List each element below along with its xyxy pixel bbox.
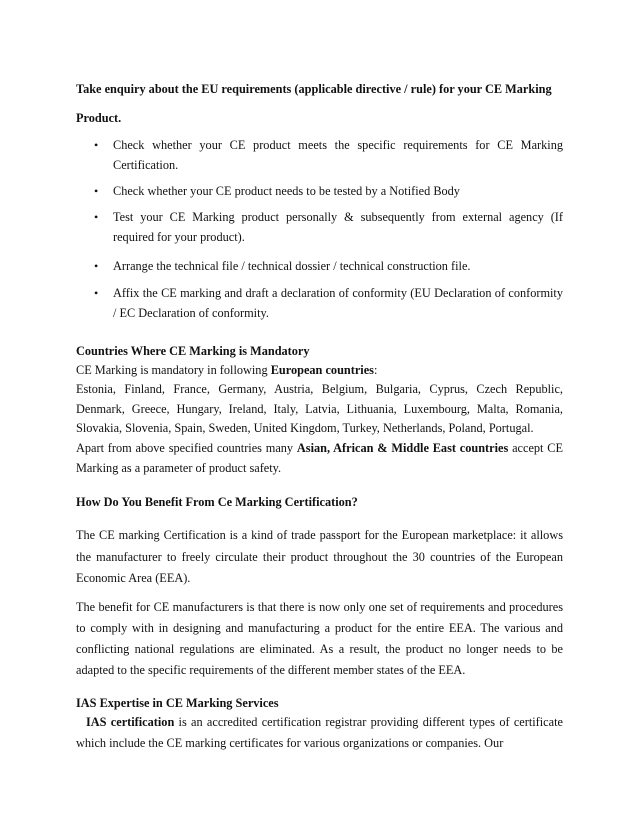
bullet-dot-icon: •: [94, 259, 99, 273]
countries-apart-text: Apart from above specified countries many: [76, 441, 297, 455]
benefit-paragraph-1: The CE marking Certification is a kind of trade passport for the European marketplace: it allows the manufacturer to freely circulate their product throughout the 30 countries of the European Economic Area (EEA).: [76, 528, 563, 585]
bullet-dot-icon: •: [94, 210, 99, 224]
countries-list: Estonia, Finland, France, Germany, Austria, Belgium, Bulgaria, Cyprus, Czech Republic, Denmark, Greece, Hungary, Ireland, Italy, Latvia, Lithuania, Luxembourg, Malta, Romania, Slovakia, Slovenia, Spain, Sweden, United Kingdom, Turkey, Netherlands, Poland, Portugal.: [76, 382, 563, 435]
countries-intro-text: CE Marking is mandatory in following: [76, 363, 271, 377]
bullet-dot-icon: •: [94, 286, 99, 300]
bullet-item: Affix the CE marking and draft a declaration of conformity (EU Declaration of conformity / EC Declaration of conformity.: [113, 286, 563, 320]
countries-intro-colon: :: [373, 363, 378, 377]
benefit-heading: How Do You Benefit From Ce Marking Certification?: [76, 495, 358, 509]
bullet-item: Check whether your CE product needs to be tested by a Notified Body: [113, 184, 460, 198]
countries-apart-bold: Asian, African & Middle East countries: [296, 441, 509, 455]
countries-heading: Countries Where CE Marking is Mandatory: [76, 344, 310, 358]
expertise-bold-lead: IAS certification: [86, 715, 175, 729]
bullet-dot-icon: •: [94, 138, 99, 152]
intro-heading-line1: Take enquiry about the EU requirements (applicable directive / rule) for your CE Marking: [76, 82, 552, 96]
bullet-item: Check whether your CE product meets the specific requirements for CE Marking Certification.: [113, 138, 563, 172]
bullet-item: Arrange the technical file / technical dossier / technical construction file.: [113, 259, 471, 273]
countries-apart: [76, 438, 563, 478]
countries-intro: [76, 360, 563, 380]
countries-apart-post: accept CE Marking as a parameter of product safety.: [76, 441, 563, 475]
expertise-paragraph: [76, 712, 563, 754]
expertise-heading: IAS Expertise in CE Marking Services: [76, 696, 279, 710]
expertise-text: is an accredited certification registrar providing different types of certificate which include the CE marking certificates for various organizations or companies. Our: [76, 715, 563, 750]
bullet-item: Test your CE Marking product personally & subsequently from external agency (If required for your product).: [113, 210, 563, 244]
bullet-dot-icon: •: [94, 184, 99, 198]
benefit-paragraph-2: The benefit for CE manufacturers is that there is now only one set of requirements and procedures to comply with in designing and manufacturing a product for the entire EEA. The various and conflicting national regulations are eliminated. As a result, the product no longer needs to be adapted to the specific requirements of the different member states of the EEA.: [76, 600, 563, 677]
intro-heading-line2: Product.: [76, 111, 122, 125]
countries-intro-bold: European countries: [270, 363, 374, 377]
